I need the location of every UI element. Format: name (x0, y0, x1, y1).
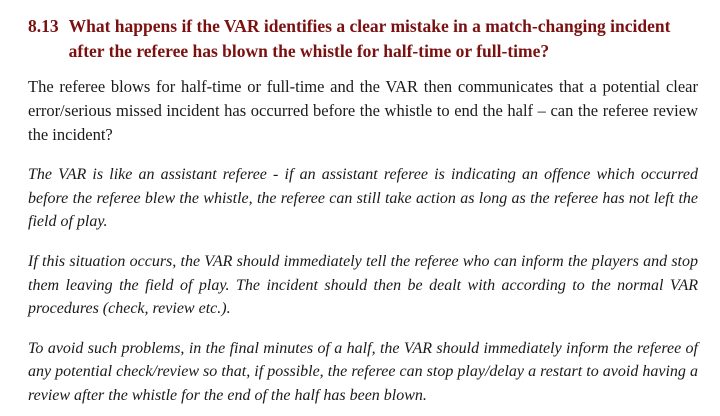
answer-paragraph-1: The VAR is like an assistant referee - if an assistant referee is indicating an offence which occurred before the referee blew the whistle, the referee can still take action as long as the referee has not left the field of play. (28, 166, 698, 231)
answer-paragraph-2: If this situation occurs, the VAR should immediately tell the referee who can inform the players and stop them leaving the field of play. The incident should then be dealt with according to the normal VAR procedures (check, review etc.). (28, 253, 698, 318)
intro-paragraph: The referee blows for half-time or full-time and the VAR then communicates that a potential clear error/serious missed incident has occurred before the whistle to end the half – can the referee review the incident? (28, 76, 698, 144)
question-heading (28, 14, 698, 64)
question-number: 8.13 (28, 16, 59, 36)
question-text: What happens if the VAR identifies a clear mistake in a match-changing incident after the referee has blown the whistle for half-time or full-time? (68, 16, 671, 61)
answer-paragraph-3: To avoid such problems, in the final minutes of a half, the VAR should immediately inform the referee of any potential check/review so that, if possible, the referee can stop play/delay a restart to avoid having a review after the whistle for the end of the half has been blown. (28, 339, 698, 404)
